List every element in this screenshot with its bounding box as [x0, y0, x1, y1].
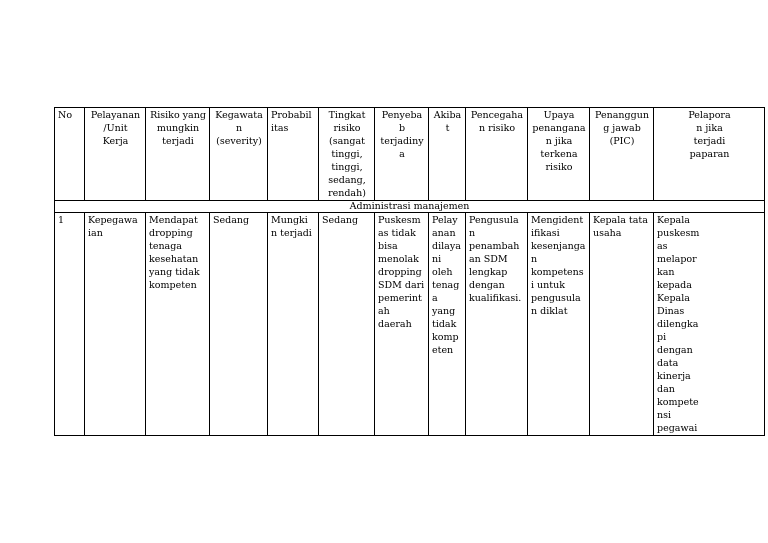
cell-penanggung-jawab: Kepala tata usaha: [590, 213, 654, 436]
cell-probabilitas: Mungki n terjadi: [268, 213, 319, 436]
section-title: Administrasi manajemen: [55, 201, 765, 213]
cell-kegawatan: Sedang: [210, 213, 268, 436]
cell-pencegahan: Pengusula n penambah an SDM lengkap dengan kualifikasi.: [466, 213, 528, 436]
header-no: No: [55, 108, 85, 201]
section-row: [55, 201, 765, 213]
table-row: [55, 213, 765, 436]
cell-penyebab: Puskesm as tidak bisa menolak dropping SDM dari pemerint ah daerah: [375, 213, 429, 436]
cell-no: 1: [55, 213, 85, 436]
cell-upaya: Mengident ifikasi kesenjanga n kompetens i untuk pengusula n diklat: [528, 213, 590, 436]
header-pelaporan: Pelapora n jika terjadi paparan: [654, 108, 765, 201]
cell-akibat: Pelay anan dilaya ni oleh tenag a yang tidak komp eten: [429, 213, 466, 436]
header-pencegahan: Pencegaha n risiko: [466, 108, 528, 201]
header-akibat: Akiba t: [429, 108, 466, 201]
header-penanggung-jawab: Penanggun g jawab (PIC): [590, 108, 654, 201]
risk-table: [54, 107, 765, 436]
cell-risiko: Mendapat dropping tenaga kesehatan yang tidak kompeten: [146, 213, 210, 436]
header-risiko: Risiko yang mungkin terjadi: [146, 108, 210, 201]
header-kegawatan: Kegawata n (severity): [210, 108, 268, 201]
cell-tingkat-risiko: Sedang: [319, 213, 375, 436]
header-upaya: Upaya penangana n jika terkena risiko: [528, 108, 590, 201]
header-row: [55, 108, 765, 201]
cell-pelayanan: Kepegawa ian: [85, 213, 146, 436]
header-penyebab: Penyeba b terjadiny a: [375, 108, 429, 201]
header-pelayanan: Pelayanan /Unit Kerja: [85, 108, 146, 201]
cell-pelaporan: Kepala puskesm as melapor kan kepada Kepala Dinas dilengka pi dengan data kinerja dan kompete nsi pegawai: [654, 213, 765, 436]
header-probabilitas: Probabil itas: [268, 108, 319, 201]
header-tingkat-risiko: Tingkat risiko (sangat tinggi, tinggi, sedang, rendah): [319, 108, 375, 201]
